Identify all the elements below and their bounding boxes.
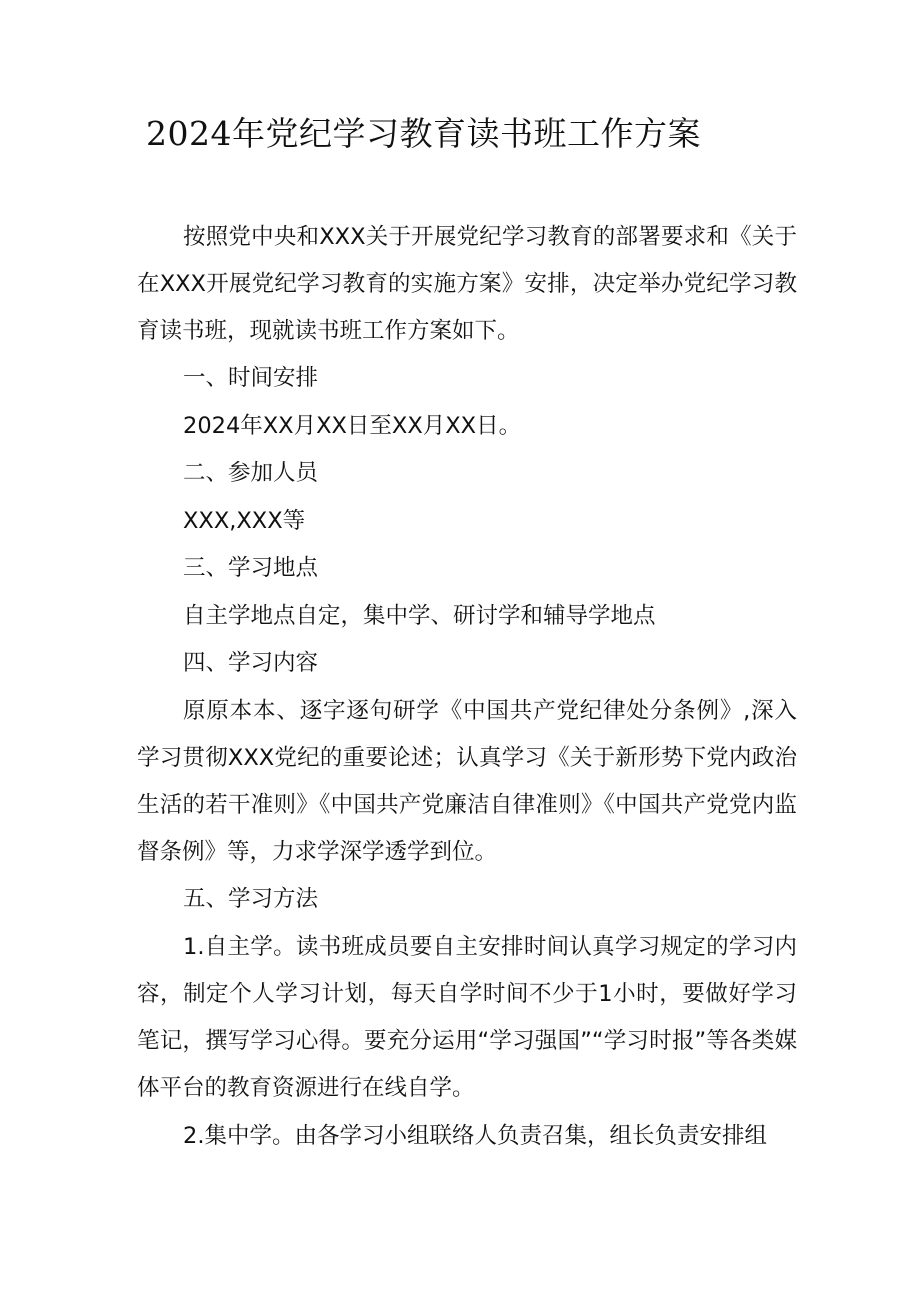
section-heading-location: 三、学习地点 [183,555,319,581]
section-heading-time: 一、时间安排 [183,365,319,391]
intro-paragraph: 按照党中央和XXX关于开展党纪学习教育的部署要求和《关于在XXX开展党纪学习教育的实施方案》安排，决定举办党纪学习教育读书班，现就读书班工作方案如下。 [137,224,797,344]
participants-paragraph: XXX,XXX等 [183,508,306,534]
document-body [137,214,797,1160]
time-paragraph: 2024年XX月XX日至XX月XX日。 [183,413,522,439]
location-paragraph: 自主学地点自定，集中学、研讨学和辅导学地点 [183,603,656,629]
document-title: 2024年党纪学习教育读书班工作方案 [146,114,701,153]
content-paragraph: 原原本本、逐字逐句研学《中国共产党纪律处分条例》,深入学习贯彻XXX党纪的重要论述；认真学习《关于新形势下党内政治生活的若干准则》《中国共产党廉洁自律准则》《中国共产党党内监督条例》等，力求学深学透学到位。 [137,698,797,865]
method-self-study-paragraph: 1.自主学。读书班成员要自主安排时间认真学习规定的学习内容，制定个人学习计划，每天自学时间不少于1小时，要做好学习笔记，撰写学习心得。要充分运用“学习强国”“学习时报”等各类媒体平台的教育资源进行在线自学。 [137,934,797,1101]
section-heading-content: 四、学习内容 [183,650,319,676]
method-group-study-paragraph: 2.集中学。由各学习小组联络人负责召集，组长负责安排组 [183,1123,767,1149]
section-heading-participants: 二、参加人员 [183,460,319,486]
section-heading-method: 五、学习方法 [183,886,319,912]
